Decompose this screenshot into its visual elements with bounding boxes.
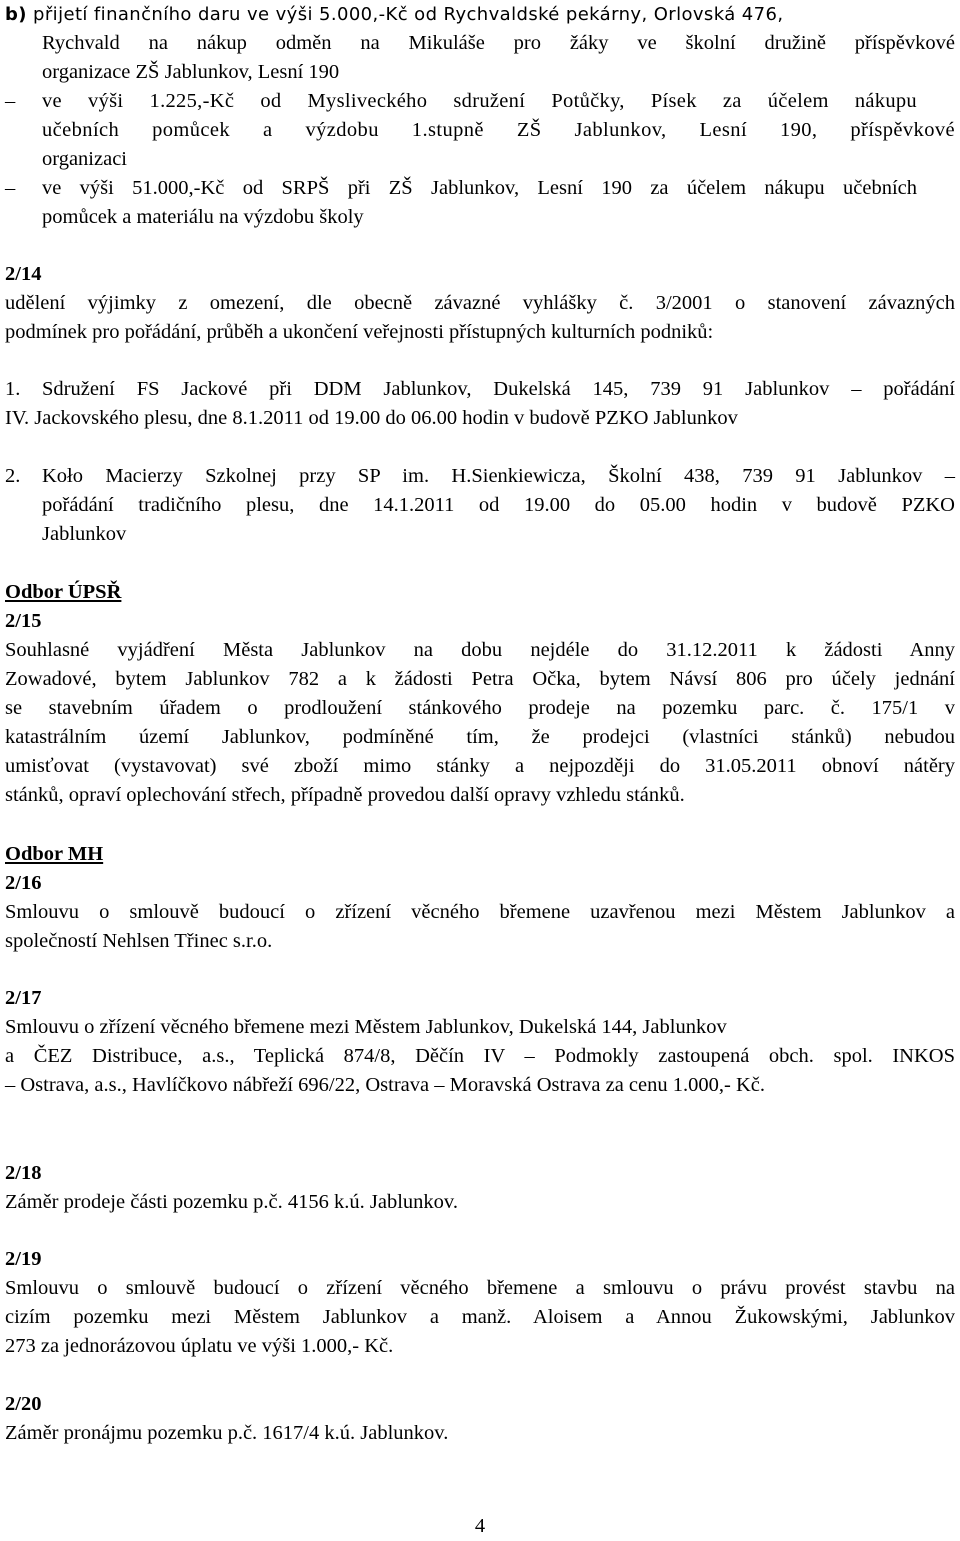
item-2-19-number: 2/19 — [5, 1248, 42, 1270]
item-2-15-line6: stánků, opraví oplechování střech, případně provedou další opravy vzhledu stánků. — [5, 784, 685, 806]
item-2-16-number: 2/16 — [5, 872, 42, 894]
item-2-17-number: 2/17 — [5, 987, 42, 1009]
sub-1-number: 1. — [5, 378, 21, 400]
section-b-line3: organizace ZŠ Jablunkov, Lesní 190 — [42, 61, 340, 83]
section-b-label: b) — [5, 4, 27, 25]
item-2-18-number: 2/18 — [5, 1162, 42, 1184]
dash-symbol: – — [5, 177, 16, 199]
dash-item-1-line2: učebních pomůcek a výzdobu 1.stupně ZŠ Jablunkov, Lesní 190, příspěvkové — [42, 119, 955, 141]
item-2-15-line3: se stavebním úřadem o prodloužení stánkového prodeje na pozemku parc. č. 175/1 v — [5, 697, 955, 719]
item-2-14-number: 2/14 — [5, 263, 42, 285]
dash-item-2-line1: ve výši 51.000,-Kč od SRPŠ při ZŠ Jablunkov, Lesní 190 za účelem nákupu učebních — [42, 177, 917, 199]
sub-2-line1: Koło Macierzy Szkolnej przy SP im. H.Sienkiewicza, Školní 438, 739 91 Jablunkov – — [42, 465, 955, 487]
item-2-16-line1: Smlouvu o smlouvě budoucí o zřízení věcného břemene uzavřenou mezi Městem Jablunkov a — [5, 901, 955, 923]
item-2-19-line3: 273 za jednorázovou úplatu ve výši 1.000,- Kč. — [5, 1335, 394, 1357]
item-2-15-line2: Zowadové, bytem Jablunkov 782 a k žádosti Petra Očka, bytem Návsí 806 pro účely jednání — [5, 668, 955, 690]
item-2-14-sub-1 — [5, 375, 955, 404]
sub-1-line1: Sdružení FS Jackové při DDM Jablunkov, Dukelská 145, 739 91 Jablunkov – pořádání — [42, 378, 955, 400]
item-2-14-text-1: udělení výjimky z omezení, dle obecně závazné vyhlášky č. 3/2001 o stanovení závazných — [5, 292, 955, 314]
dash-item-2 — [5, 174, 955, 203]
item-2-14-text-2: podmínek pro pořádání, průběh a ukončení veřejnosti přístupných kulturních podniků: — [5, 321, 714, 343]
section-b — [5, 0, 955, 29]
item-2-18-line1: Záměr prodeje části pozemku p.č. 4156 k.ú. Jablunkov. — [5, 1191, 458, 1213]
section-b-line2: Rychvald na nákup odměn na Mikuláše pro žáky ve školní družině příspěvkové — [42, 32, 955, 54]
item-2-19-line2: cizím pozemku mezi Městem Jablunkov a manž. Aloisem a Annou Žukowskými, Jablunkov — [5, 1306, 955, 1328]
page-number: 4 — [474, 1515, 486, 1537]
dash-item-1-line3: organizaci — [42, 148, 127, 170]
odbor-upsr-heading: Odbor ÚPSŘ — [5, 581, 122, 603]
item-2-14-sub-2 — [5, 462, 955, 491]
item-2-14-sub-1-line2: IV. Jackovského plesu, dne 8.1.2011 od 19.00 do 06.00 hodin v budově PZKO Jablunkov — [5, 407, 738, 429]
item-2-20-line1: Záměr pronájmu pozemku p.č. 1617/4 k.ú. Jablunkov. — [5, 1422, 449, 1444]
item-2-17-line1: Smlouvu o zřízení věcného břemene mezi Městem Jablunkov, Dukelská 144, Jablunkov — [5, 1016, 727, 1038]
dash-symbol: – — [5, 90, 16, 112]
section-b-line1 — [5, 0, 955, 29]
sub-2-number: 2. — [5, 465, 21, 487]
item-2-17-line3: – Ostrava, a.s., Havlíčkovo nábřeží 696/22, Ostrava – Moravská Ostrava za cenu 1.000,- Kč. — [5, 1074, 765, 1096]
item-2-15-number: 2/15 — [5, 610, 42, 632]
odbor-mh-heading: Odbor MH — [5, 843, 104, 865]
dash-item-1-line1: ve výši 1.225,-Kč od Mysliveckého sdružení Potůčky, Písek za účelem nákupu — [42, 90, 917, 112]
item-2-16-line2: společností Nehlsen Třinec s.r.o. — [5, 930, 273, 952]
item-2-15-line1: Souhlasné vyjádření Města Jablunkov na dobu nejdéle do 31.12.2011 k žádosti Anny — [5, 639, 955, 661]
section-b-text-1: přijetí finančního daru ve výši 5.000,-Kč od Rychvaldské pekárny, Orlovská 476, — [33, 4, 784, 25]
item-2-14-sub-2-line2: pořádání tradičního plesu, dne 14.1.2011 od 19.00 do 05.00 hodin v budově PZKO — [42, 494, 955, 516]
dash-item-2-line2: pomůcek a materiálu na výzdobu školy — [42, 206, 364, 228]
item-2-15-line4: katastrálním území Jablunkov, podmíněné tím, že prodejci (vlastníci stánků) nebudou — [5, 726, 955, 748]
item-2-14-sub-2-line3: Jablunkov — [42, 523, 127, 545]
item-2-19-line1: Smlouvu o smlouvě budoucí o zřízení věcného břemene a smlouvu o právu provést stavbu na — [5, 1277, 955, 1299]
dash-item-1 — [5, 87, 955, 116]
item-2-20-number: 2/20 — [5, 1393, 42, 1415]
item-2-15-line5: umisťovat (vystavovat) své zboží mimo stánky a nejpozději do 31.05.2011 obnoví nátěry — [5, 755, 955, 777]
item-2-17-line2: a ČEZ Distribuce, a.s., Teplická 874/8, Děčín IV – Podmokly zastoupená obch. spol. INKOS — [5, 1045, 955, 1067]
